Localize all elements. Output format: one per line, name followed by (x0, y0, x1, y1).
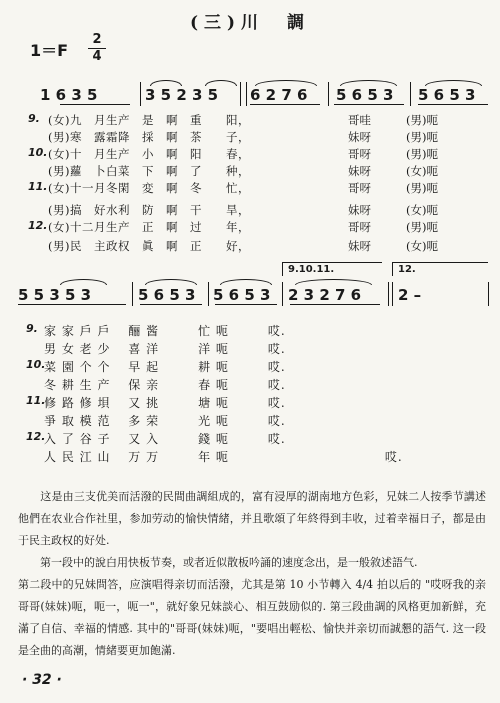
slur (145, 279, 197, 285)
verse-text: (女)十 月生产 小 啊 阳 春， (48, 147, 250, 161)
barline (488, 282, 489, 306)
beam (250, 104, 320, 105)
verse-response: (男)呃 (406, 181, 438, 195)
slur (60, 279, 107, 285)
verse-text: (女)十一月冬閑 変 啊 冬 忙， (48, 181, 250, 195)
beam (290, 304, 380, 305)
barline (282, 282, 283, 306)
barline (140, 82, 141, 106)
barline (132, 282, 133, 306)
page-number: · 32 · (22, 672, 62, 688)
verse-call: 妹呀 (348, 239, 371, 253)
beam (215, 304, 277, 305)
barline (208, 282, 209, 306)
verse-text: 男 女 老 少 喜 洋 洋 呃 哎. (44, 342, 286, 356)
time-sig-bottom: 4 (92, 49, 102, 64)
verse-number: 9. (28, 112, 40, 125)
volta-bracket (392, 262, 488, 263)
verse-number: 11. (26, 394, 46, 407)
verse-call: 妹呀 (348, 130, 371, 144)
verse-text: 家 家 戶 戶 酾 酱 忙 呃 哎. (44, 324, 286, 338)
measure-7: 5 6 5 3 (138, 286, 196, 304)
beam (334, 104, 404, 105)
key-signature: 1＝F (30, 41, 69, 60)
verse-call: 哥哇 (348, 113, 371, 127)
measure-10: 2 – (398, 286, 422, 304)
time-sig-top: 2 (92, 32, 102, 47)
measure-1: 1 6 3 5 (40, 86, 98, 104)
verse-call: 哥呀 (348, 220, 371, 234)
slur (340, 80, 397, 86)
verse-text: 修 路 修 垻 又 挑 塘 呃 哎. (44, 396, 286, 410)
measure-5: 5 6 5 3 (418, 86, 476, 104)
volta-bracket (392, 262, 393, 276)
barline (240, 82, 241, 106)
verse-text: (男)民 主政权 眞 啊 正 好， (48, 239, 250, 253)
measure-6: 5 5 3 5 3 (18, 286, 92, 304)
slur (295, 279, 372, 285)
verse-call: 哥呀 (348, 147, 371, 161)
barline (328, 82, 329, 106)
volta-bracket (282, 262, 283, 276)
barline (246, 82, 247, 106)
slur (220, 279, 272, 285)
measure-2: 3 5 2 3 5 (145, 86, 219, 104)
verse-text: 人 民 江 山 万 万 年 呃 哎. (44, 450, 403, 464)
commentary-paragraph: 第二段中的兄妹問答，应演唱得亲切而活潑，尤其是第 10 小节轉入 4/4 拍以后的 "哎呀我的亲哥哥(妹妹)呃，呃一，呃一"，就好象兄妹談心、相互鼓励似的. 第三段曲調的风格更加新鮮，充滿了自信、幸福的情感. 其中的"哥哥(妹妹)呃，"要唱出輕松、愉快并亲切而誠懇的語气. 这一段是全曲的高潮，情緒要更加飽滿. (18, 578, 486, 657)
slur (425, 80, 482, 86)
verse-response: (女)呃 (406, 239, 438, 253)
verse-text: (女)十二月生产 正 啊 过 年， (48, 220, 250, 234)
verse-text: 菜 園 个 个 早 起 耕 呃 哎. (44, 360, 286, 374)
verse-response: (男)呃 (406, 220, 438, 234)
beam (60, 104, 130, 105)
volta-bracket (282, 262, 382, 263)
verse-text: 爭 取 模 范 多 荣 光 呃 哎. (44, 414, 286, 428)
verse-number: 9. (26, 322, 38, 335)
verse-number: 10. (26, 358, 46, 371)
verse-number: 11. (28, 180, 48, 193)
verse-call: 妹呀 (348, 203, 371, 217)
commentary-paragraph: 这是由三支优美而活潑的民間曲調組成的，富有浸厚的湖南地方色彩，兄妹二人按季节講述他們在农业合作社里，参加劳动的愉快情緒，并且歌頌了年終得到丰收，过着幸福日子，都是由于民主政权的好处. (18, 490, 486, 547)
verse-text: 入 了 谷 子 又 入 錢 呃 哎. (44, 432, 286, 446)
time-signature (88, 33, 106, 64)
beam (18, 304, 126, 305)
beam (418, 104, 488, 105)
verse-response: (男)呃 (406, 147, 438, 161)
verse-text: (男)蘿 卜白菜 下 啊 了 种， (48, 164, 250, 178)
volta-2-label: 12. (398, 264, 416, 275)
volta-1-label: 9.10.11. (288, 264, 335, 275)
slur (205, 80, 237, 86)
verse-text: (男)搞 好水利 防 啊 干 旱， (48, 203, 250, 217)
verse-number: 12. (26, 430, 46, 443)
barline (392, 282, 393, 306)
verse-call: 哥呀 (348, 181, 371, 195)
verse-text: (男)寒 露霜降 採 啊 茶 子， (48, 130, 250, 144)
verse-call: 妹呀 (348, 164, 371, 178)
verse-response: (女)呃 (406, 164, 438, 178)
commentary-paragraph: 第一段中的說白用快板节奏，或者近似散板吟誦的速度念出，是一般敘述語气. (18, 556, 418, 569)
measure-3: 6 2 7 6 (250, 86, 308, 104)
verse-number: 10. (28, 146, 48, 159)
barline (388, 282, 389, 306)
verse-response: (男)呃 (406, 130, 438, 144)
slur (255, 80, 317, 86)
barline (410, 82, 411, 106)
beam (140, 304, 202, 305)
verse-response: (女)呃 (406, 203, 438, 217)
verse-text: 冬 耕 生 产 保 亲 春 呃 哎. (44, 378, 286, 392)
measure-8: 5 6 5 3 (213, 286, 271, 304)
song-title: (三)川 調 (189, 13, 311, 33)
measure-4: 5 6 5 3 (336, 86, 394, 104)
measure-9: 2 3 2 7 6 (288, 286, 362, 304)
verse-response: (男)呃 (406, 113, 438, 127)
verse-number: 12. (28, 219, 48, 232)
verse-text: (女)九 月生产 是 啊 重 阳， (48, 113, 250, 127)
slur (150, 80, 182, 86)
